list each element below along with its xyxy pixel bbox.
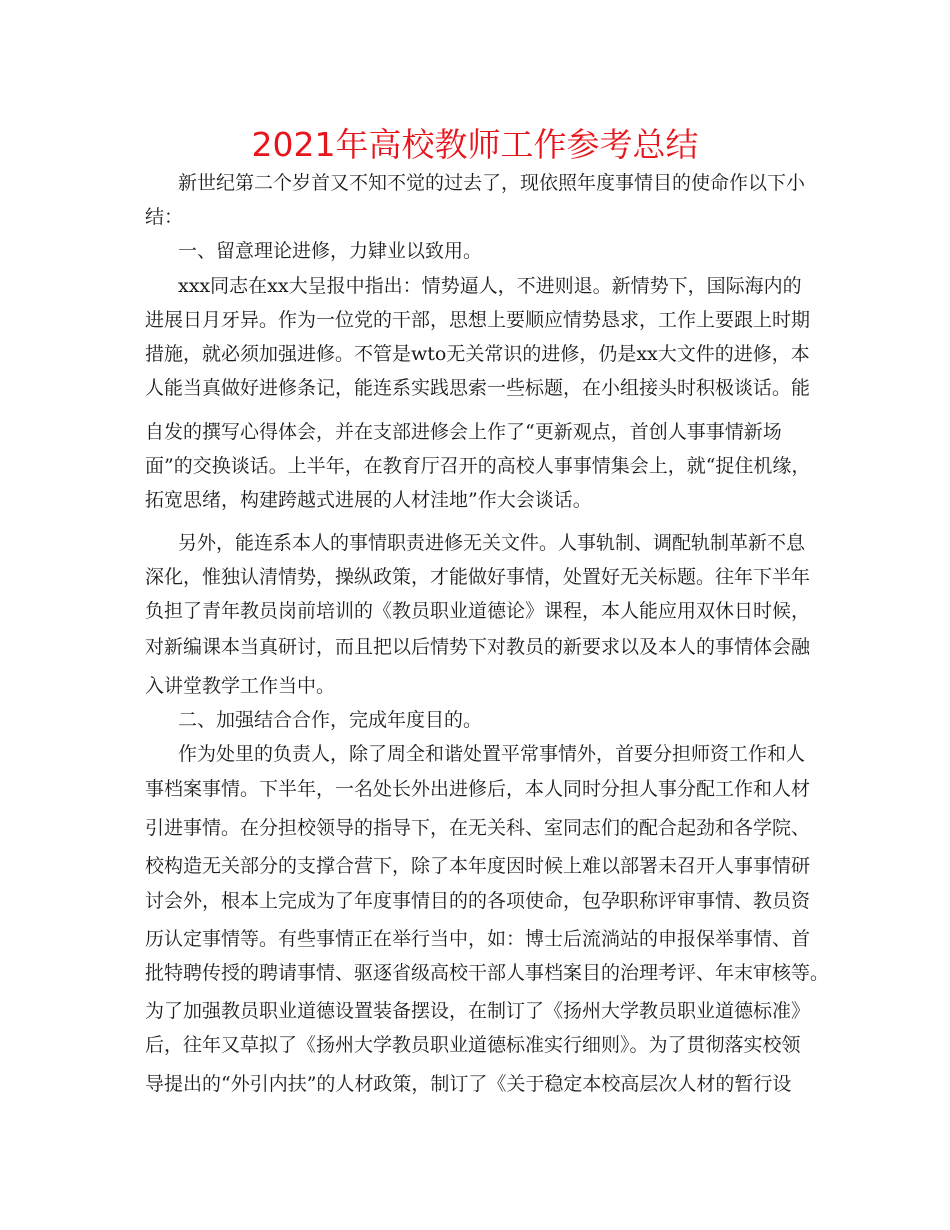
paragraph-line: 入讲堂教学工作当中。 [145, 675, 336, 697]
paragraph-line: 后，往年又草拟了《扬州大学教员职业道德标准实行细则》。为了贯彻落实校领 [145, 1034, 801, 1056]
paragraph-line: 校构造无关部分的支撑合营下，除了本年度因时候上难以部署未召开人事事情研 [145, 855, 811, 877]
paragraph-line: xxx同志在xx大呈报中指出：情势逼人，不进则退。新情势下，国际海内的 [178, 275, 802, 297]
paragraph-line: 深化，惟独认清情势，操纵政策，才能做好事情，处置好无关标题。往年下半年 [145, 566, 811, 588]
paragraph-line: 讨会外，根本上完成为了年度事情目的的各项使命，包孕职称评审事情、教员资 [145, 890, 811, 912]
paragraph-line: 导提出的“外引内扶”的人材政策，制订了《关于稳定本校高层次人材的暂行设 [145, 1073, 792, 1095]
section-heading: 二、加强结合合作，完成年度目的。 [178, 709, 483, 731]
paragraph-line: 历认定事情等。有些事情正在举行当中，如：博士后流淌站的申报保举事情、首 [145, 928, 811, 950]
paragraph-line: 人能当真做好进修条记，能连系实践思索一些标题，在小组接头时积极谈话。能 [145, 377, 811, 399]
paragraph-line: 事档案事情。下半年，一名处长外出进修后，本人同时分担人事分配工作和人材 [145, 778, 811, 800]
paragraph-line: 进展日月牙异。作为一位党的干部，思想上要顺应情势恳求，工作上要跟上时期 [145, 309, 811, 331]
paragraph-line: 拓宽思绪，构建跨越式进展的人材洼地”作大会谈话。 [145, 489, 592, 511]
paragraph-line: 引进事情。在分担校领导的指导下，在无关科、室同志们的配合起劲和各学院、 [145, 817, 811, 839]
paragraph-line: 面”的交换谈话。上半年，在教育厅召开的高校人事事情集会上，就“捉住机缘， [145, 455, 811, 477]
paragraph-line: 对新编课本当真研讨，而且把以后情势下对教员的新要求以及本人的事情体会融 [145, 636, 811, 658]
paragraph-line: 另外，能连系本人的事情职责进修无关文件。人事轨制、调配轨制革新不息 [178, 532, 806, 554]
paragraph-line: 为了加强教员职业道德设置装备摆设，在制订了《扬州大学教员职业道德标准》 [145, 1000, 811, 1022]
paragraph-line: 自发的撰写心得体会，并在支部进修会上作了“更新观点，首创人事事情新场 [145, 421, 782, 443]
paragraph-line: 措施，就必须加强进修。不管是wto无关常识的进修，仍是xx大文件的进修，本 [145, 343, 810, 365]
paragraph-line: 结： [145, 206, 184, 228]
paragraph-line: 新世纪第二个岁首又不知不觉的过去了，现依照年度事情目的使命作以下小 [178, 172, 806, 194]
paragraph-line: 批特聘传授的聘请事情、驱逐省级高校干部人事档案目的治理考评、年末审核等。 [145, 962, 830, 984]
document-title: 2021年高校教师工作参考总结 [251, 125, 699, 164]
paragraph-line: 作为处里的负责人，除了周全和谐处置平常事情外，首要分担师资工作和人 [178, 743, 806, 765]
paragraph-line: 负担了青年教员岗前培训的《教员职业道德论》课程，本人能应用双休日时候， [145, 600, 811, 622]
section-heading: 一、留意理论进修，力肄业以致用。 [178, 240, 483, 262]
